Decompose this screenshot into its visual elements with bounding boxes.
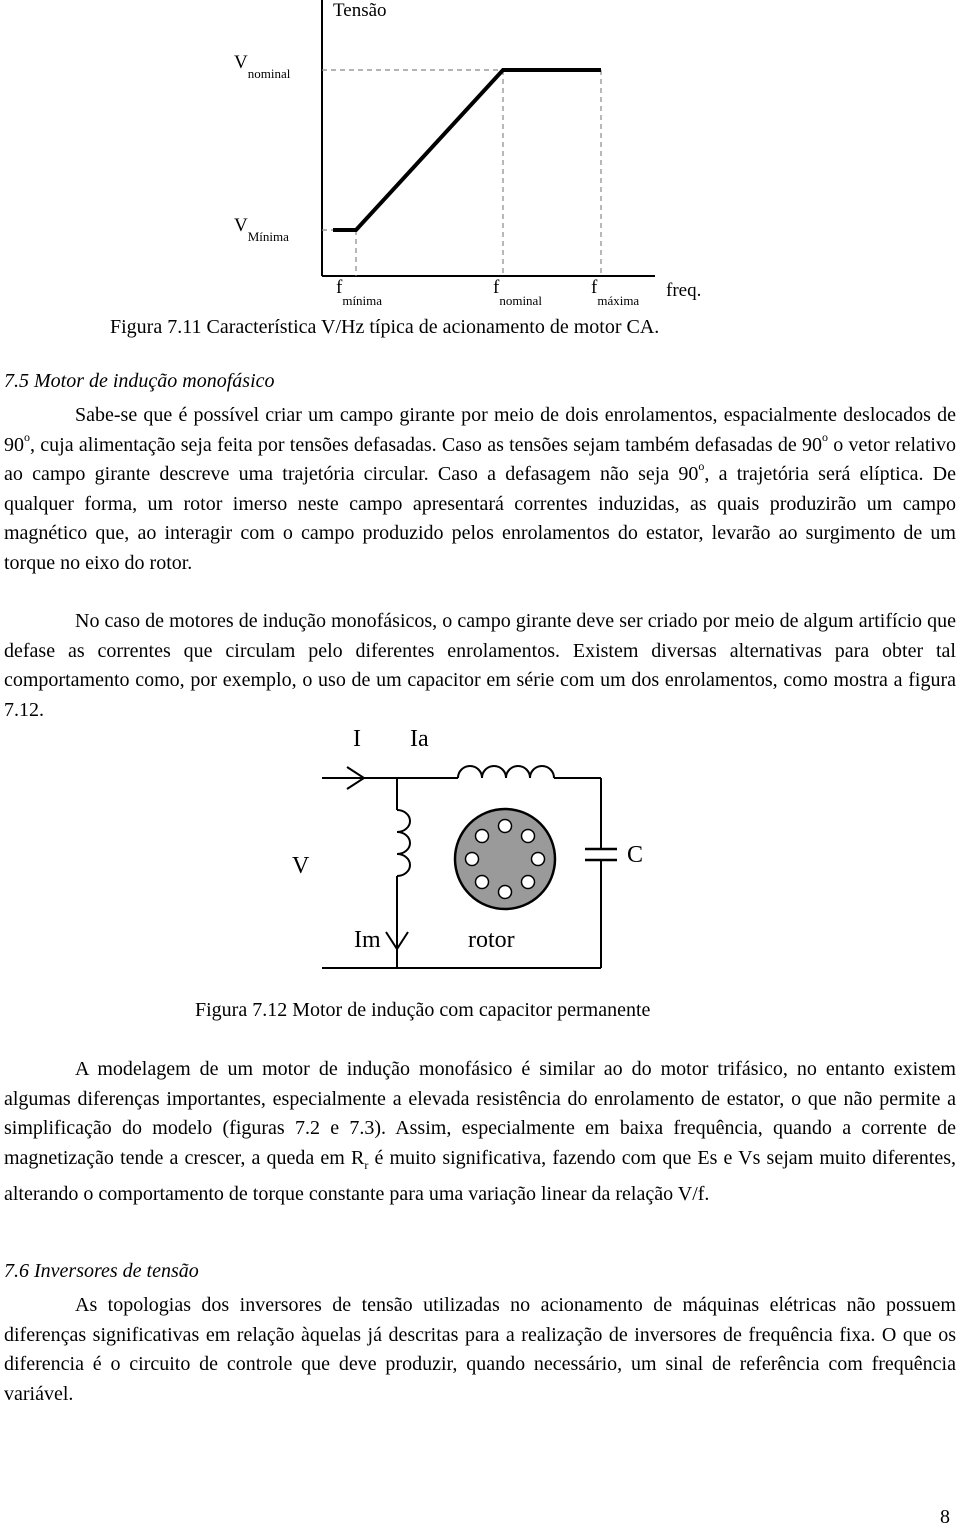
page-number: 8 [940, 1506, 950, 1528]
x-axis-label: freq. [666, 280, 702, 301]
rotor-bar [499, 820, 512, 833]
rotor-bar [522, 876, 535, 889]
rotor-bar [522, 830, 535, 843]
rotor-bar [476, 830, 489, 843]
section-7-5-heading: 7.5 Motor de indução monofásico [4, 370, 275, 392]
section-7-6-heading: 7.6 Inversores de tensão [4, 1260, 199, 1282]
modelling-paragraph: A modelagem de um motor de indução monofásico é similar ao do motor trifásico, no entanto existem algumas diferenças importantes, especialmente a elevada resistência do enrolamento de estator, o que não permite a simplificação do modelo (figuras 7.2 e 7.3). Assim, especialmente em baixa frequência, quando a corrente de magnetização tende a crescer, a queda em $R_r$ é muito significativa, fazendo com que Es e Vs sejam muito diferentes, alterando o comportamento de torque constante para uma variação linear da relação V/f. [4, 1058, 956, 1205]
v-nominal-label: $V_{nominal}$ [234, 52, 291, 81]
vhz-characteristic-plot [0, 0, 960, 308]
section-7-5-paragraph-1: Sabe-se que é possível criar um campo girante por meio de dois enrolamentos, espacialmente deslocados de 90$^o$, cuja alimentação seja feita por tensões defasadas. Caso as tensões sejam também defasadas de 90$^o$ o vetor relativo ao campo girante descreve uma trajetória circular. Caso a defasagem não seja 90$^o$, a trajetória será elíptica. De qualquer forma, um rotor imerso neste campo apresentará correntes induzidas, as quais produzirão um campo magnético que, ao interagir com o campo produzido pelos enrolamentos do estator, levarão ao surgimento de um torque no eixo do rotor. [4, 404, 957, 574]
rotor-bar [499, 886, 512, 899]
y-axis-label: Tensão [333, 0, 387, 21]
v-minima-label: $V_{Mínima}$ [234, 215, 289, 244]
winding-m-coil [397, 810, 410, 876]
section-7-5-paragraph-2: No caso de motores de indução monofásicos, o campo girante deve ser criado por meio de algum artifício que defase as correntes que circulam pelo diferentes enrolamentos. Existem diversas alternativas para obter tal comportamento como, por exemplo, o uso de um capacitor em série com um dos enrolamentos, como mostra a figura 7.12. [4, 610, 956, 721]
label-rotor: rotor [468, 927, 515, 953]
vhz-curve [333, 70, 601, 230]
label-v: V [292, 853, 310, 879]
figure-7-11-caption: Figura 7.11 Característica V/Hz típica de acionamento de motor CA. [110, 316, 660, 338]
figure-7-12-caption: Figura 7.12 Motor de indução com capacitor permanente [195, 999, 651, 1021]
rotor-bar [466, 853, 479, 866]
section-7-6-paragraph: As topologias dos inversores de tensão utilizadas no acionamento de máquinas elétricas não possuem diferenças significativas em relação àquelas já descritas para a realização de inversores de frequência fixa. O que os diferencia é o circuito de controle que deve produzir, quando necessário, um sinal de referência com frequência variável. [4, 1294, 956, 1405]
rotor-bar [476, 876, 489, 889]
f-nominal-label: $f_{nominal}$ [493, 277, 542, 308]
label-i: I [353, 726, 361, 752]
rotor-bar [532, 853, 545, 866]
label-im: Im [354, 927, 381, 953]
label-c: C [627, 842, 644, 868]
f-minima-label: $f_{mínima}$ [336, 277, 383, 308]
label-ia: Ia [410, 726, 429, 752]
winding-a-coil [458, 766, 554, 778]
f-maxima-label: $f_{máxima}$ [591, 277, 640, 308]
